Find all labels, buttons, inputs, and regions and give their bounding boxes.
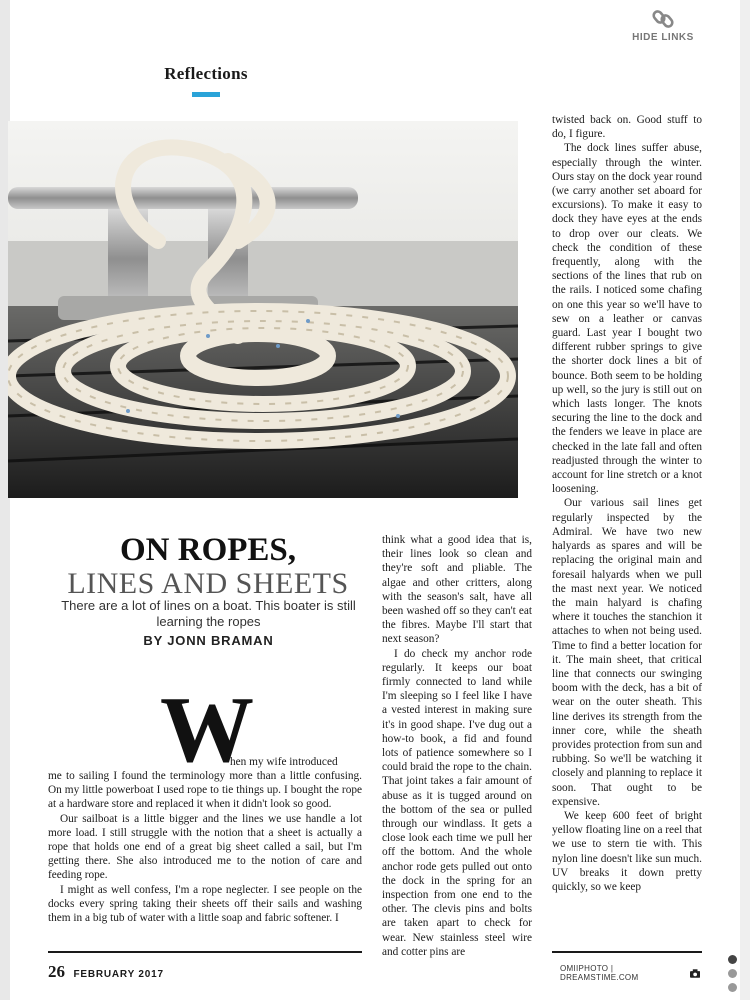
paragraph: twisted back on. Good stuff to do, I figure.	[552, 114, 702, 141]
link-chain-icon	[652, 8, 674, 30]
hide-links-label: HIDE LINKS	[632, 32, 694, 43]
column-1	[48, 769, 362, 925]
coiled-rope-photo	[8, 121, 518, 498]
page-indicator[interactable]	[728, 955, 740, 997]
paragraph: We keep 600 feet of bright yellow floating line on a reel that we use to stern tie with. This nylon line doesn't like sun much. UV breaks it down pretty quickly, so we keep	[552, 809, 702, 893]
paragraph: Our various sail lines get regularly inspected by the Admiral. We have two new halyards as spares and will be replacing the original main and foresail halyards when we pull the mast next year. We noticed the main halyard is chafing where it touches the stanchion it attaches to when not being used. Time to find a better location for it. The main sheet, that critical line that connects our swinging boom with the deck, has a bit of wear on the outer sheath. This line derives its strength from the inner core, while the sheath provides protection from sun and rubbing. So we'll be watching it closely and planning to replace it soon. That ought to be expensive.	[552, 497, 702, 808]
paragraph: I might as well confess, I'm a rope neglecter. I see people on the docks every spring taking their sheets off their sails and washing them in a big tub of water with a little soap and fabric softener. I	[48, 883, 362, 925]
page-edge-right	[740, 0, 750, 1000]
page-number: 26	[48, 962, 65, 981]
lead-text: hen my wife introduced	[230, 756, 338, 768]
section-title: Reflections	[164, 64, 248, 83]
headline-line-2: LINES AND SHEETS	[67, 567, 349, 600]
paragraph: Our sailboat is a little bigger and the lines we use handle a lot more load. I still struggle with the notion that a sheet is actually a rope that holds one end of a great big sheet called a sail, but I'm getting there. She also introduced me to the notion of care and feeding rope.	[48, 812, 362, 882]
paragraph: think what a good idea that is, their lines look so clean and they're soft and pliable. The algae and other critters, along with the season's salt, have all been washed off so they can't eat the fibres. Maybe I'll start that next season?	[382, 534, 532, 646]
photo-credit-text: OMIIPHOTO | DREAMSTIME.COM	[560, 964, 639, 982]
camera-icon	[690, 969, 700, 978]
headline-line-1: ON ROPES,	[119, 532, 297, 568]
paragraph: me to sailing I found the terminology more than a little confusing. On my little powerboat I used rope to tie things up. I bought the rope at a hardware store and replaced it when it didn't look so good.	[48, 770, 362, 811]
photo-credit	[560, 964, 700, 982]
hide-links-button[interactable]	[628, 8, 698, 43]
issue-date: FEBRUARY 2017	[73, 969, 164, 980]
drop-cap: W	[160, 678, 254, 782]
page-footer	[48, 962, 164, 982]
footer-rule-left	[48, 951, 362, 953]
article-deck: There are a lot of lines on a boat. This boater is still learning the ropes	[61, 598, 356, 629]
page-dot[interactable]	[728, 983, 737, 992]
paragraph: The dock lines suffer abuse, especially through the winter. Ours stay on the dock year round (we carry another set aboard for excursions). To make it easy to dock they have eyes at the ends to drop over our cleats. We check the condition of these frequently, along with the sections of the lines that rub on the rails. I noticed some chafing on one this year so we'll have to sew on a leather or canvas guard. Last year I bought two different rubber springs to give the shorter dock lines a bit of bounce. Both seem to be holding up well, so the jury is still out on which lasts longer. The knots securing the line to the dock and the fenders we leave in place are checked in the late fall and often readjusted through the winter to account for line stretch or a knot loosening.	[552, 142, 702, 496]
footer-rule-right	[552, 951, 702, 953]
column-3	[552, 113, 702, 894]
article-byline: BY JONN BRAMAN	[143, 633, 274, 648]
paragraph: I do check my anchor rode regularly. It keeps our boat firmly connected to land while I'm sleeping so I feel like I have a vested interest in making sure it's in good shape. I've dug out a how-to book, a fid and found lots of patience somewhere so I could braid the rope to the chain. That joint takes a fair amount of abuse as it is tugged around on the bottom of the sea or pulled through our windlass. It gets a close look each time we pull her off the bottom. And the whole anchor rode gets pulled out onto the dock in the spring for an inspection from one end to the other. The clevis pins and bolts are taken apart to check for wear. New stainless steel wire and cotter pins are	[382, 647, 532, 958]
page-dot-active[interactable]	[728, 955, 737, 964]
section-accent-bar	[192, 92, 220, 97]
column-2	[382, 533, 532, 959]
page-dot[interactable]	[728, 969, 737, 978]
article-headline	[48, 532, 368, 600]
